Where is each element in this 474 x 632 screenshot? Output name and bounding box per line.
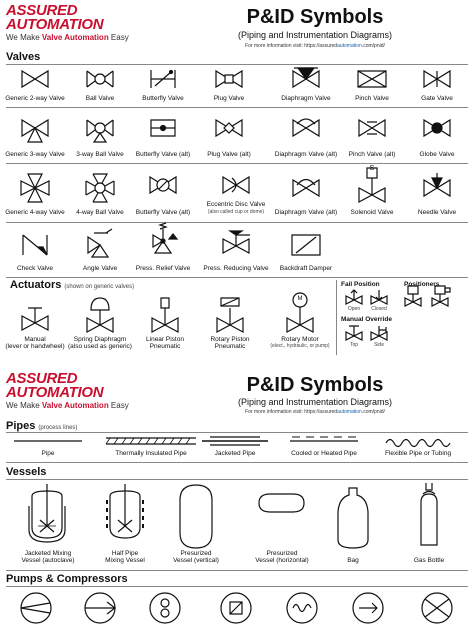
logo-line-1: ASSURED — [6, 2, 78, 19]
label-jacketed-mixing: Jacketed Mixing — [24, 550, 72, 557]
page-subtitle-2: (Piping and Instrumentation Diagrams) — [237, 397, 393, 407]
info-pre: For more information visit: https://assured — [245, 43, 338, 49]
pump-icon-5 — [287, 593, 317, 623]
label-pinch-alt: Pinch Valve (alt) — [348, 151, 396, 158]
positioners-title: Positioners — [404, 281, 440, 288]
label-butterfly-alt: Butterfly Valve (alt) — [135, 151, 191, 158]
pump-icon-1 — [21, 593, 51, 623]
label-press-reducing: Press. Reducing Valve — [203, 265, 269, 272]
label-globe: Globe Valve — [419, 151, 455, 158]
label-jacketed-pipe: Jacketed Pipe — [214, 450, 256, 457]
label-linear-piston: Linear Piston — [146, 336, 184, 343]
label-butterfly: Butterfly Valve — [142, 95, 184, 102]
label-pressurized-vertical-sub: Vessel (vertical) — [173, 557, 219, 564]
label-override-top: Top — [349, 342, 359, 348]
label-fail-closed: Closed — [371, 306, 387, 312]
tagline-bold: Valve Automation — [41, 33, 109, 42]
section-vessels: Vessels — [6, 466, 47, 478]
label-4way-ball: 4-way Ball Valve — [76, 209, 124, 216]
label-pressurized-vertical: Presurized — [180, 550, 212, 557]
label-rotary-motor-sub: (elect., hydraulic, or pump) — [270, 343, 330, 349]
label-pinch: Pinch Valve — [355, 95, 389, 102]
label-flexible-pipe: Flexible Pipe or Tubing — [384, 450, 452, 457]
logo-line-2: AUTOMATION — [6, 16, 104, 33]
label-diaphragm: Diaphragm Valve — [281, 95, 331, 102]
page-subtitle: (Piping and Instrumentation Diagrams) — [237, 30, 393, 40]
label-gate: Gate Valve — [421, 95, 453, 102]
label-manual-sub: (lever or handwheel) — [5, 343, 65, 350]
pump-icon-2 — [85, 593, 115, 623]
label-backdraft: Backdraft Damper — [279, 265, 333, 272]
label-cooled-pipe: Cooled or Heated Pipe — [291, 450, 357, 457]
pipes-title: Pipes — [6, 420, 36, 432]
page-title-2: P&ID Symbols — [246, 374, 384, 396]
label-solenoid: Solenoid Valve — [350, 209, 394, 216]
label-eccentric-disc: Eccentric Disc Valve — [206, 201, 266, 208]
label-jacketed-mixing-sub: Vessel (autoclave) — [21, 557, 75, 564]
motor-letter: M — [297, 296, 303, 302]
solenoid-letter: S — [369, 165, 375, 172]
pump-icon-3 — [150, 593, 180, 623]
label-diaphragm-alt2: Diaphragm Valve (alt) — [274, 209, 338, 216]
logo2-line-1: ASSURED — [6, 370, 78, 387]
label-eccentric-note: (also called cup or dome) — [207, 209, 265, 215]
label-press-relief: Press. Relief Valve — [135, 265, 191, 272]
label-pressurized-horizontal: Presurized — [266, 550, 298, 557]
label-plug-alt: Plug Valve (alt) — [207, 151, 251, 158]
label-rotary-piston-sub: Pneumatic — [214, 343, 246, 350]
actuators-note: (shown on generic valves) — [64, 284, 135, 290]
label-generic-2way: Generic 2-way Valve — [5, 95, 65, 102]
logo2-line-2: AUTOMATION — [6, 384, 104, 401]
info-link-bold: automation — [337, 43, 362, 49]
tagline2-pre: We Make — [6, 401, 42, 410]
label-butterfly-alt2: Butterfly Valve (alt) — [135, 209, 191, 216]
page-title: P&ID Symbols — [246, 6, 384, 28]
label-rotary-motor: Rotary Motor — [281, 336, 319, 343]
pump-icon-7 — [422, 593, 452, 623]
info2-post: .com/pnid/ — [361, 409, 385, 415]
pump-icon-4 — [221, 593, 251, 623]
label-ball: Ball Valve — [85, 95, 115, 102]
label-insulated-pipe: Thermally Insulated Pipe — [115, 450, 187, 457]
label-generic-4way: Generic 4-way Valve — [5, 209, 65, 216]
label-generic-3way: Generic 3-way Valve — [5, 151, 65, 158]
pipes-note: (process lines) — [38, 425, 78, 431]
label-angle: Angle Valve — [82, 265, 118, 272]
label-pressurized-horizontal-sub: Vessel (horizontal) — [255, 557, 309, 564]
section-valves: Valves — [6, 51, 41, 63]
fail-position-title: Fail Position — [341, 281, 380, 288]
section-pumps: Pumps & Compressors — [6, 573, 128, 585]
label-spring-diaphragm-sub: (also used as generic) — [68, 343, 132, 350]
tagline-post: Easy — [108, 33, 129, 42]
label-spring-diaphragm: Spring Diaphragm — [73, 336, 127, 343]
label-pipe: Pipe — [41, 450, 55, 457]
pump-icon-6 — [353, 593, 383, 623]
label-half-pipe-sub: Mixing Vessel — [105, 557, 145, 564]
label-needle: Needle Valve — [417, 209, 457, 216]
label-diaphragm-alt: Diaphragm Valve (alt) — [274, 151, 338, 158]
info2-pre: For more information visit: https://assured — [245, 409, 338, 415]
tagline-pre: We Make — [6, 33, 42, 42]
tagline2-bold: Valve Automation — [41, 401, 109, 410]
tagline2-post: Easy — [108, 401, 129, 410]
label-gas-bottle: Gas Bottle — [413, 557, 445, 564]
info2-link-bold: automation — [337, 409, 362, 415]
label-fail-open: Open — [347, 306, 361, 312]
label-linear-piston-sub: Pneumatic — [149, 343, 181, 350]
actuators-title: Actuators — [10, 279, 62, 291]
label-plug: Plug Valve — [213, 95, 245, 102]
label-rotary-piston: Rotary Piston — [210, 336, 250, 343]
manual-override-title: Manual Override — [341, 316, 392, 323]
label-3way-ball: 3-way Ball Valve — [76, 151, 124, 158]
info-post: .com/pnid/ — [361, 43, 385, 49]
label-check: Check Valve — [16, 265, 53, 272]
label-manual: Manual — [24, 336, 46, 343]
label-override-side: Side — [373, 342, 384, 348]
label-half-pipe: Half Pipe — [111, 550, 139, 557]
label-bag: Bag — [347, 557, 359, 564]
